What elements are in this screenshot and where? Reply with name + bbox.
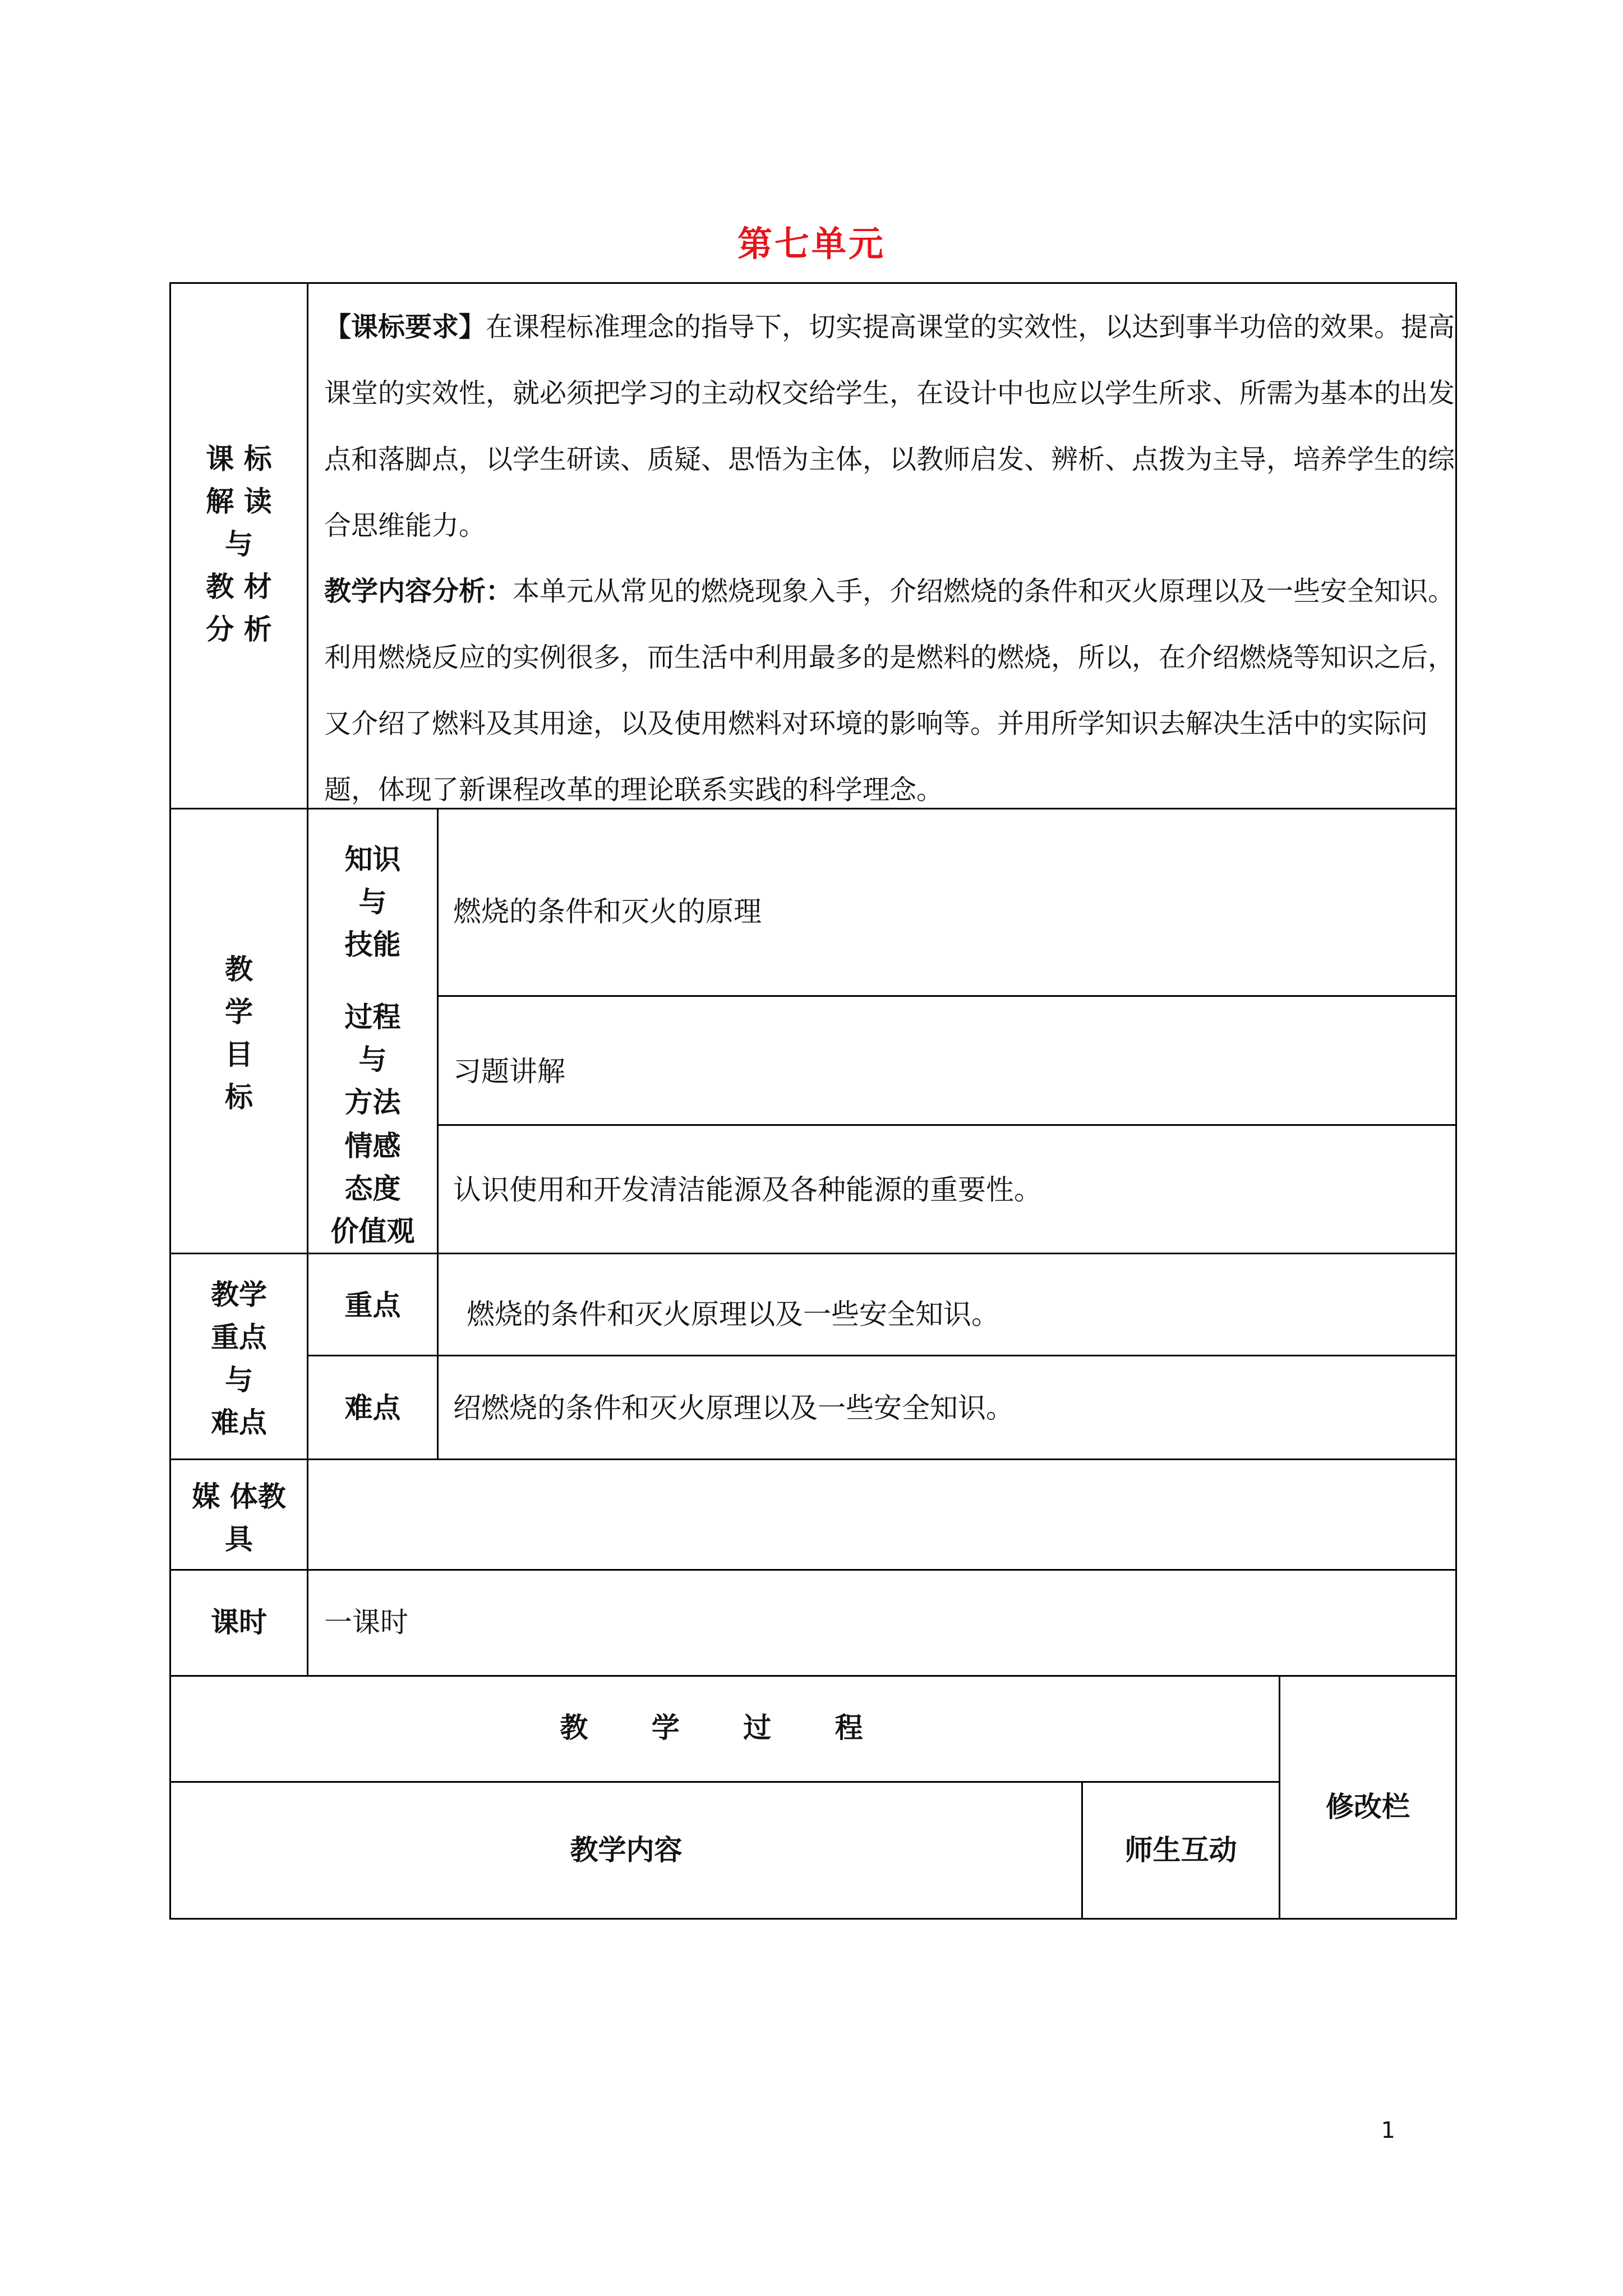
sub-label-divider xyxy=(437,808,439,1458)
objective-sublabel-process xyxy=(308,996,437,1124)
row-divider xyxy=(437,995,1457,997)
keypoint-content-focus: 燃烧的条件和灭火原理以及一些安全知识。 xyxy=(467,1298,999,1331)
period-label: 课时 xyxy=(211,1606,267,1639)
label-line: 教 xyxy=(225,953,253,986)
interaction-header: 师生互动 xyxy=(1124,1834,1237,1866)
objective-sublabel-knowledge xyxy=(308,838,437,966)
objective-sublabel-attitude xyxy=(308,1125,437,1253)
keypoint-sublabel-focus: 重点 xyxy=(344,1289,401,1322)
period-content: 一课时 xyxy=(324,1606,408,1639)
label-line: 情感 xyxy=(344,1130,401,1162)
table-border-bottom xyxy=(169,1918,1457,1920)
row-divider xyxy=(169,1675,1457,1677)
process-header: 教 学 过 程 xyxy=(560,1711,890,1744)
label-line: 媒 体教 xyxy=(192,1480,286,1513)
label-line: 标 xyxy=(225,1081,253,1114)
page-number: 1 xyxy=(1381,2118,1395,2143)
objective-content-knowledge: 燃烧的条件和灭火的原理 xyxy=(453,895,762,928)
media-label xyxy=(171,1475,307,1561)
label-line: 价值观 xyxy=(330,1215,415,1248)
label-line: 过程 xyxy=(344,1001,401,1033)
label-line: 与 xyxy=(358,886,387,918)
label-line: 学 xyxy=(225,996,253,1028)
row-divider xyxy=(437,1124,1457,1126)
label-line: 具 xyxy=(225,1523,253,1556)
keypoints-label xyxy=(171,1273,307,1444)
label-line: 与 xyxy=(358,1043,387,1076)
analysis-heading: 教学内容分析： xyxy=(324,576,513,607)
label-line: 解 读 xyxy=(206,485,272,518)
standards-requirement-text xyxy=(324,294,1457,559)
standard-body: 在课程标准理念的指导下，切实提高课堂的实效性，以达到事半功倍的效果。提高课堂的实效性，就必须把学习的主动权交给学生，在设计中也应以学生所求、所需为基本的出发点和落脚点，以学生研读、质疑、思悟为主体，以教师启发、辨析、点拨为主导，培养学生的综合思维能力。 xyxy=(324,311,1455,541)
label-line: 技能 xyxy=(344,928,401,961)
objective-content-process: 习题讲解 xyxy=(453,1055,565,1088)
label-line: 教学 xyxy=(211,1278,267,1311)
row-divider xyxy=(169,1458,1457,1460)
label-line: 重点 xyxy=(211,1321,267,1354)
row-divider xyxy=(169,1253,1457,1254)
label-line: 与 xyxy=(225,1364,253,1396)
label-line: 课 标 xyxy=(206,443,272,475)
label-line: 目 xyxy=(225,1038,253,1071)
label-line: 教 材 xyxy=(206,570,272,603)
label-line: 分 析 xyxy=(206,613,272,646)
label-line: 难点 xyxy=(211,1406,267,1439)
content-analysis-text xyxy=(324,558,1457,823)
table-border-top xyxy=(169,282,1457,284)
objective-content-attitude: 认识使用和开发清洁能源及各种能源的重要性。 xyxy=(453,1174,1042,1206)
keypoint-content-difficulty: 绍燃烧的条件和灭火原理以及一些安全知识。 xyxy=(453,1392,1014,1424)
standards-label xyxy=(171,438,307,651)
label-line: 态度 xyxy=(344,1172,401,1205)
row-divider xyxy=(169,1569,1457,1571)
label-line: 与 xyxy=(225,528,253,560)
objectives-label xyxy=(171,948,307,1119)
row-divider xyxy=(169,1781,1279,1783)
teaching-content-header: 教学内容 xyxy=(570,1834,683,1866)
row-divider xyxy=(307,1355,1457,1356)
label-line: 方法 xyxy=(344,1086,401,1119)
standard-heading: 【课标要求】 xyxy=(324,311,486,343)
keypoint-sublabel-difficulty: 难点 xyxy=(344,1392,401,1424)
analysis-body: 本单元从常见的燃烧现象入手，介绍燃烧的条件和灭火原理以及一些安全知识。利用燃烧反应的实例很多，而生活中利用最多的是燃料的燃烧，所以，在介绍燃烧等知识之后，又介绍了燃料及其用途，以及使用燃料对环境的影响等。并用所学知识去解决生活中的实际问题，体现了新课程改革的理论联系实践的科学理念。 xyxy=(324,576,1455,806)
label-column-divider xyxy=(307,282,308,1675)
revision-column-header: 修改栏 xyxy=(1326,1791,1410,1823)
page-title: 第七单元 xyxy=(737,223,886,264)
label-line: 知识 xyxy=(344,843,401,876)
